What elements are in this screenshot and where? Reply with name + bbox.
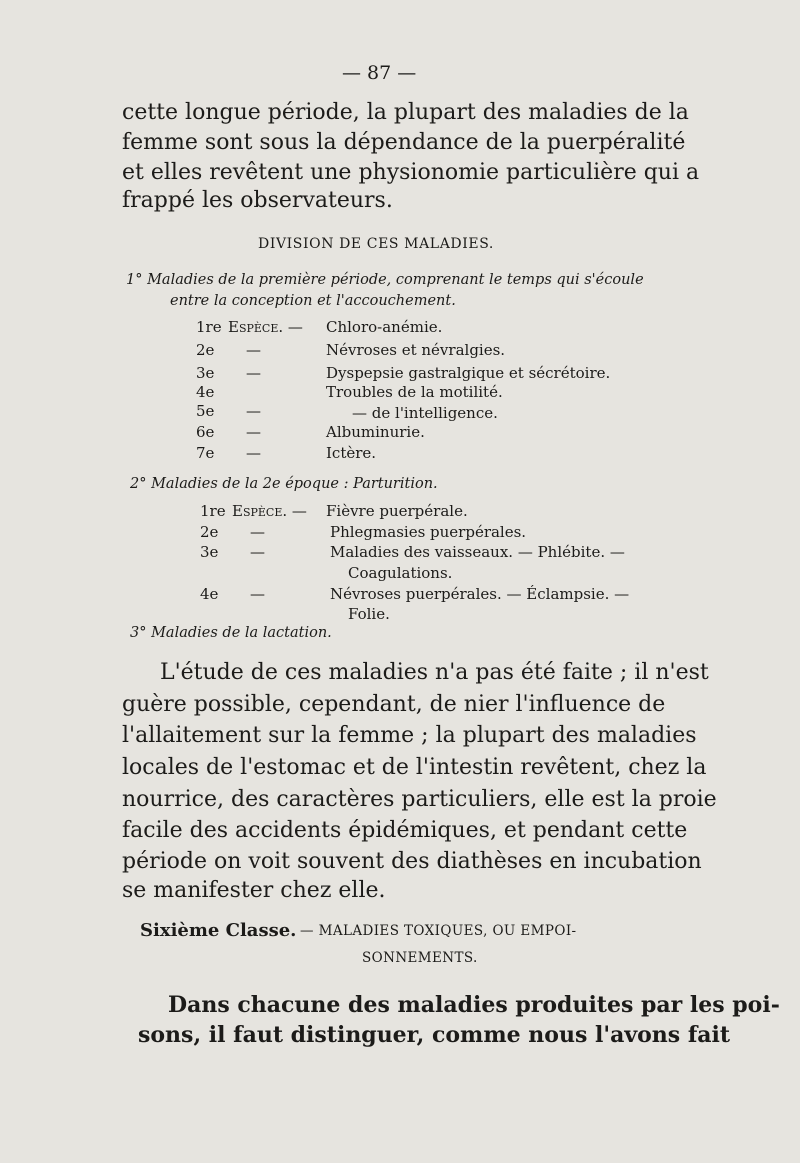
- item-label: —: [250, 543, 265, 561]
- paragraph-line: guère possible, cependant, de nier l'influence de: [122, 692, 666, 717]
- paragraph-line: période on voit souvent des diathèses en incubation: [122, 849, 702, 874]
- paragraph-line: nourrice, des caractères particuliers, elle est la proie: [122, 787, 717, 812]
- item-number: 4e: [200, 585, 219, 603]
- paragraph-line: L'étude de ces maladies n'a pas été faite ; il n'est: [160, 660, 709, 685]
- item-number: 2e: [196, 341, 215, 359]
- paragraph-line: facile des accidents épidémiques, et pendant cette: [122, 818, 688, 843]
- item-text: Maladies des vaisseaux. — Phlébite. —: [330, 543, 625, 561]
- item-label: —: [246, 423, 261, 441]
- item-label: Espèce. —: [232, 502, 307, 520]
- section-heading: 1° Maladies de la première période, comprenant le temps qui s'écoule: [126, 272, 644, 288]
- section-heading: 3° Maladies de la lactation.: [130, 625, 332, 641]
- item-text: Chloro-anémie.: [326, 318, 443, 336]
- paragraph-line: femme sont sous la dépendance de la puerpéralité: [122, 130, 686, 155]
- section-heading: 2° Maladies de la 2e époque : Parturition.: [130, 476, 438, 492]
- class-heading-rest: SONNEMENTS.: [362, 950, 478, 966]
- item-label: —: [246, 341, 261, 359]
- paragraph-line: et elles revêtent une physionomie particulière qui a: [122, 160, 700, 185]
- paragraph-line: frappé les observateurs.: [122, 188, 393, 213]
- item-number: 7e: [196, 444, 215, 462]
- class-heading-rest: — MALADIES TOXIQUES, OU EMPOI-: [300, 923, 577, 939]
- item-number: 5e: [196, 402, 215, 420]
- item-label: —: [246, 364, 261, 382]
- paragraph-line: cette longue période, la plupart des maladies de la: [122, 100, 689, 125]
- item-text: Fièvre puerpérale.: [326, 502, 468, 520]
- class-heading: Sixième Classe.: [140, 920, 297, 941]
- item-text: Dyspepsie gastralgique et sécrétoire.: [326, 364, 611, 382]
- item-text: Folie.: [348, 605, 390, 623]
- paragraph-line: l'allaitement sur la femme ; la plupart des maladies: [122, 723, 697, 748]
- item-text: Névroses puerpérales. — Éclampsie. —: [330, 585, 630, 603]
- page-number: — 87 —: [342, 62, 417, 84]
- item-text: Ictère.: [326, 444, 377, 462]
- item-label: —: [250, 585, 265, 603]
- item-number: 6e: [196, 423, 215, 441]
- paragraph-line: Dans chacune des maladies produites par les poi-: [168, 992, 780, 1018]
- item-text: Névroses et névralgies.: [326, 341, 506, 359]
- paragraph-line: se manifester chez elle.: [122, 878, 386, 903]
- item-label: Espèce. —: [228, 318, 303, 336]
- item-text: — de l'intelligence.: [352, 404, 498, 422]
- item-text: Coagulations.: [348, 564, 453, 582]
- item-label: —: [246, 444, 261, 462]
- item-number: 1re: [196, 318, 222, 336]
- paragraph-line: sons, il faut distinguer, comme nous l'avons fait: [138, 1022, 731, 1048]
- section-title: DIVISION DE CES MALADIES.: [258, 236, 494, 252]
- paragraph-line: locales de l'estomac et de l'intestin revêtent, chez la: [122, 755, 707, 780]
- item-number: 4e: [196, 383, 215, 401]
- item-label: —: [246, 402, 261, 420]
- section-heading: entre la conception et l'accouchement.: [170, 293, 456, 309]
- item-number: 3e: [200, 543, 219, 561]
- item-text: Albuminurie.: [326, 423, 425, 441]
- item-number: 2e: [200, 523, 219, 541]
- item-text: Phlegmasies puerpérales.: [330, 523, 527, 541]
- item-label: —: [250, 523, 265, 541]
- item-text: Troubles de la motilité.: [326, 383, 503, 401]
- item-number: 1re: [200, 502, 226, 520]
- item-number: 3e: [196, 364, 215, 382]
